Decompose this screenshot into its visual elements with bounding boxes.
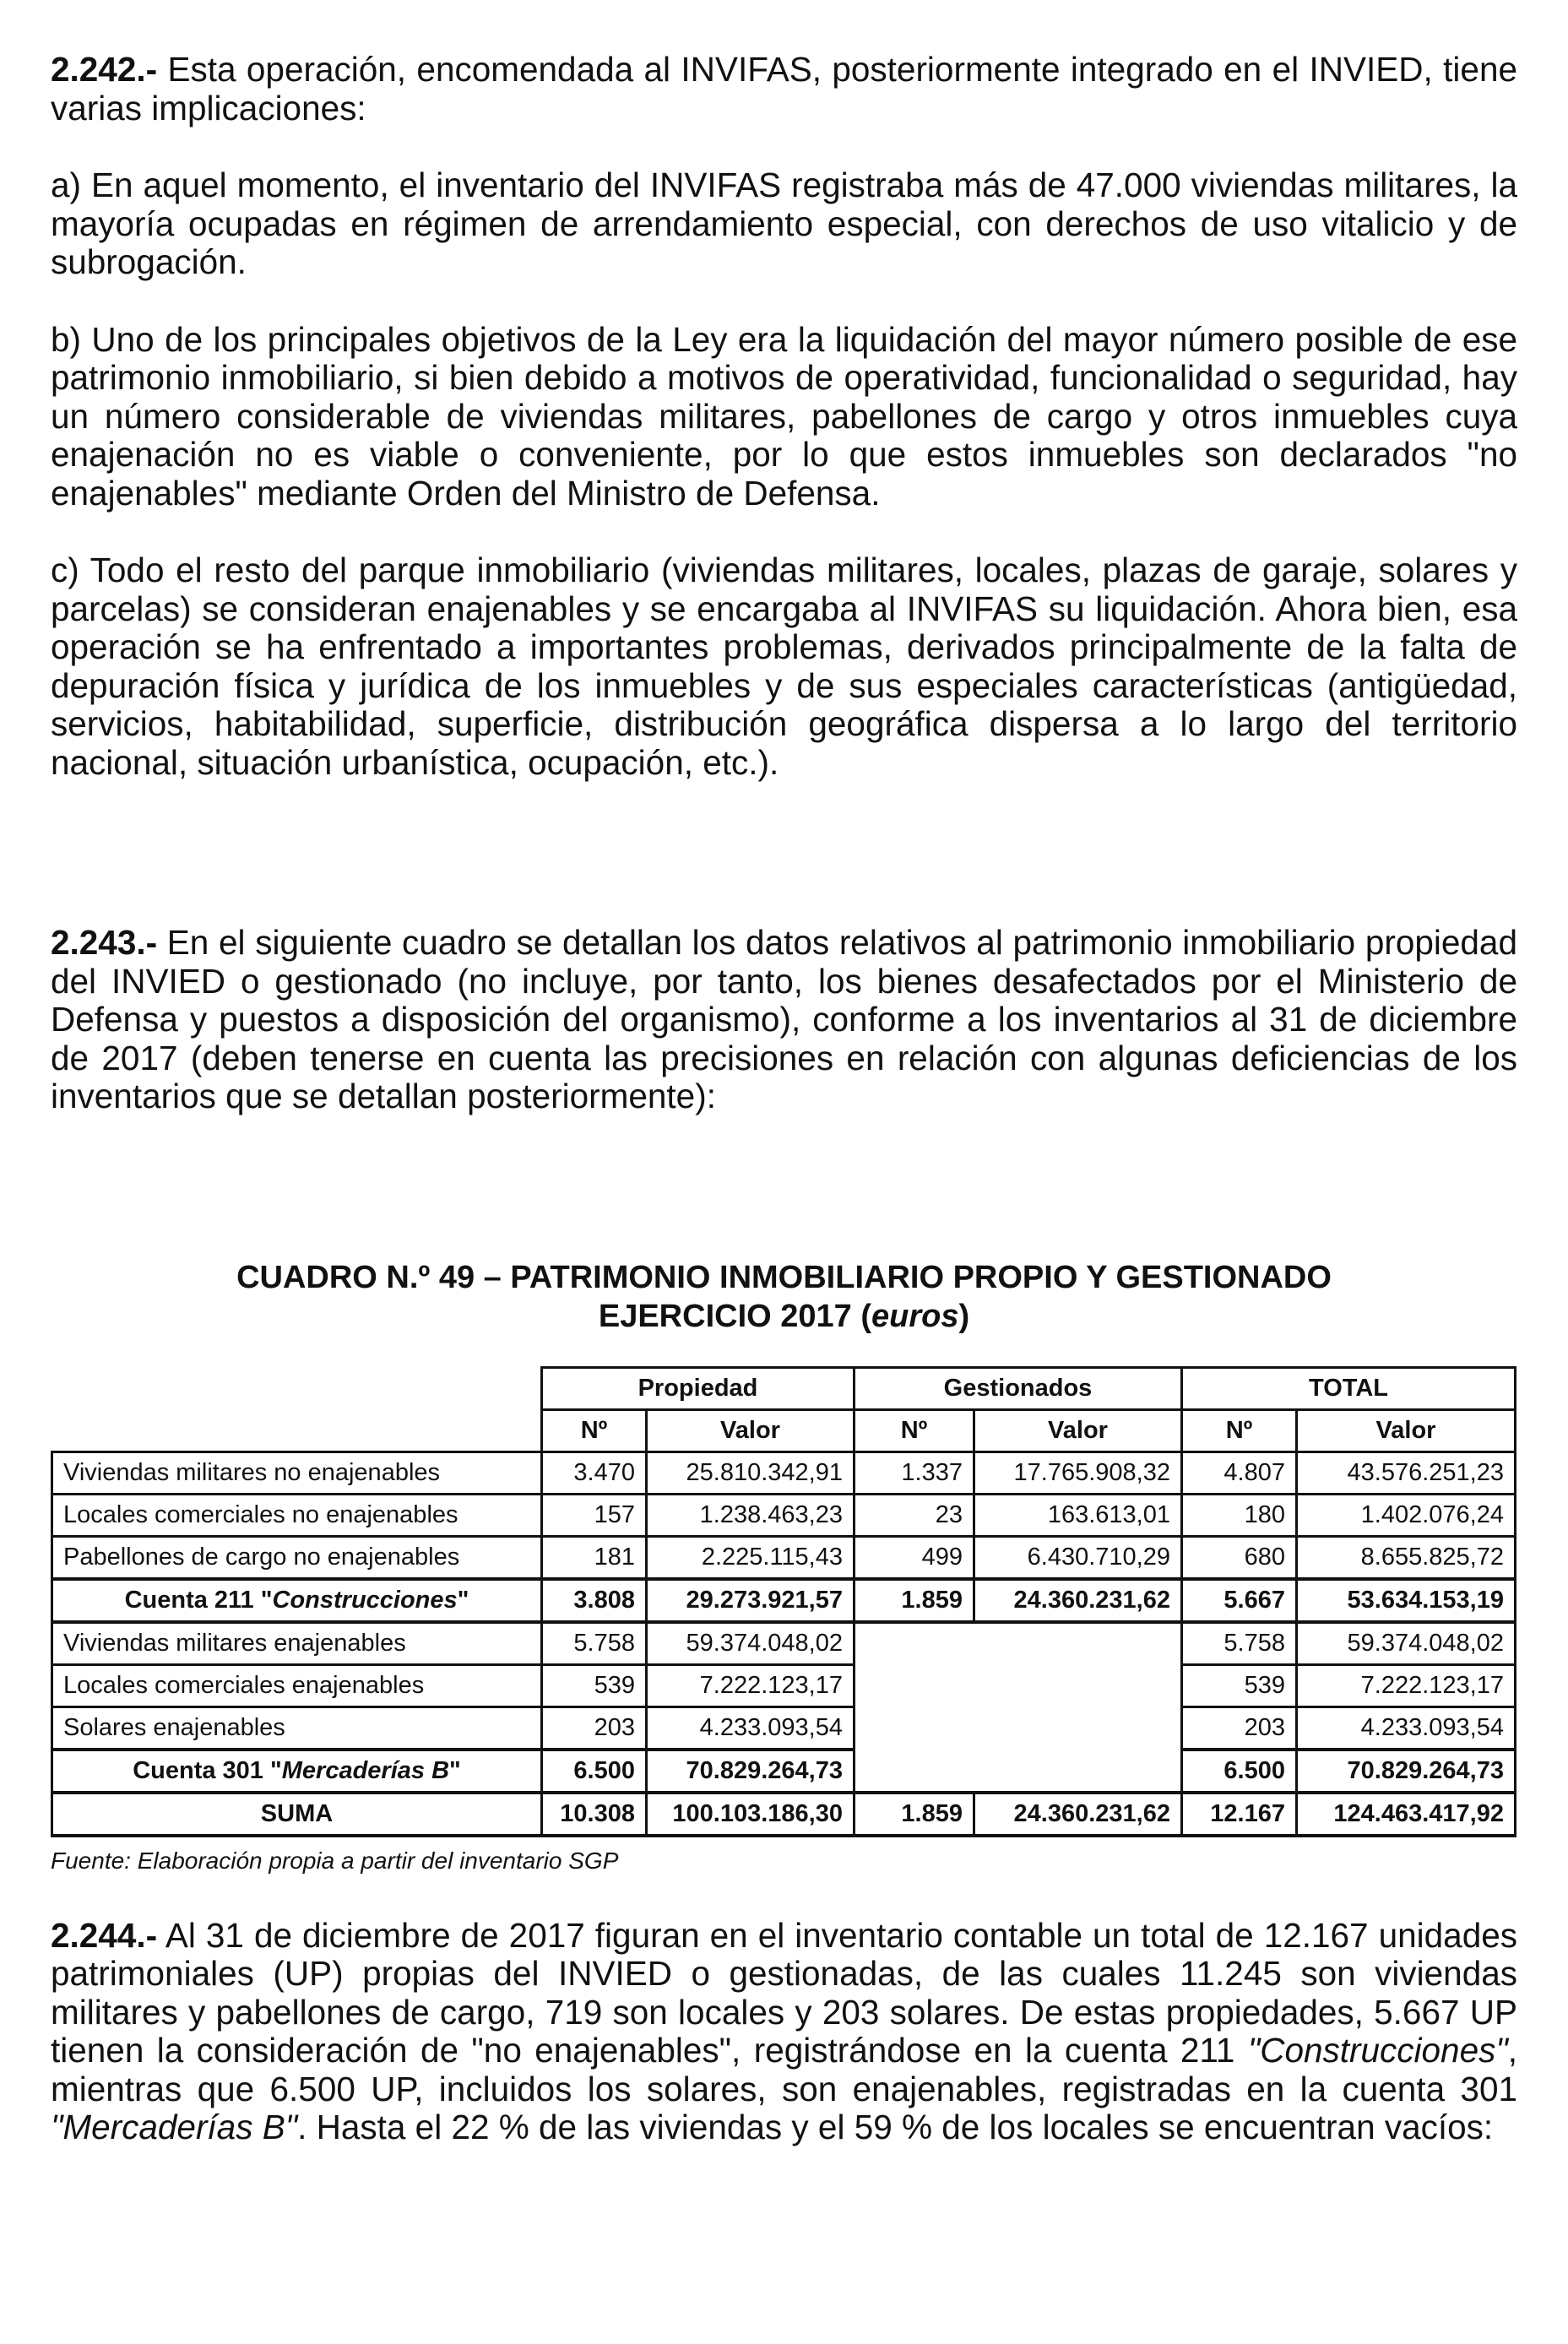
table-title-line-1: CUADRO N.º 49 – PATRIMONIO INMOBILIARIO PROPIO Y GESTIONADO	[236, 1259, 1332, 1295]
table-cell: 24.360.231,62	[974, 1579, 1182, 1622]
sub-header: Nº	[1182, 1409, 1297, 1451]
paragraph-number: 2.242.-	[51, 50, 158, 89]
account-name: "Mercaderías B"	[51, 2108, 298, 2146]
row-label: Locales comerciales enajenables	[52, 1664, 542, 1706]
account-name: "Construcciones"	[1247, 2031, 1508, 2070]
table-corner-blank	[52, 1367, 542, 1451]
paragraph-2-243	[51, 924, 1517, 1116]
sub-header: Valor	[974, 1409, 1182, 1451]
document-page	[51, 51, 1517, 2147]
table-cell: 4.807	[1182, 1451, 1297, 1494]
paragraph-text: Al 31 de diciembre de 2017 figuran en el inventario contable un total de 12.167 unidades patrimoniales (UP) propias del INVIED o gestionadas, de las cuales 11.245 son viviendas militares y pabellones de cargo, 719 son locales y 203 solares. De estas propiedades, 5.667 UP tienen la consideración de "no enajenables", registrándose en la cuenta 211	[51, 1915, 1517, 2070]
sub-header: Valor	[1297, 1409, 1516, 1451]
row-label: Viviendas militares enajenables	[52, 1622, 542, 1665]
paragraph-number: 2.243.-	[51, 923, 158, 962]
empty-gestionados-cell	[855, 1622, 1182, 1793]
table-cell: 6.500	[1182, 1750, 1297, 1793]
sub-header: Valor	[647, 1409, 855, 1451]
table-cell: 53.634.153,19	[1297, 1579, 1516, 1622]
table-cell: 4.233.093,54	[647, 1706, 855, 1750]
group-header-total: TOTAL	[1182, 1367, 1516, 1409]
paragraph-2-242-b: b) Uno de los principales objetivos de la Ley era la liquidación del mayor número posible de ese patrimonio inmobiliario, si bien debido a motivos de operatividad, funcionalidad o seguridad, hay un número considerable de viviendas militares, pabellones de cargo y otros inmuebles cuya enajenación no es viable o conveniente, por lo que estos inmuebles son declarados "no enajenables" mediante Orden del Ministro de Defensa.	[51, 319, 1517, 513]
row-label: Pabellones de cargo no enajenables	[52, 1536, 542, 1579]
table-cell: 181	[542, 1536, 647, 1579]
table-cell: 1.337	[855, 1451, 974, 1494]
row-label: Viviendas militares no enajenables	[52, 1451, 542, 1494]
table-cell: 10.308	[542, 1793, 647, 1836]
group-header-gestionados: Gestionados	[855, 1367, 1182, 1409]
table-cell: 1.859	[855, 1793, 974, 1836]
table-cell: 499	[855, 1536, 974, 1579]
table-cell: 6.430.710,29	[974, 1536, 1182, 1579]
patrimonio-table	[51, 1366, 1516, 1837]
row-label: Cuenta 211 "Construcciones"	[52, 1579, 542, 1622]
table-cell: 539	[542, 1664, 647, 1706]
table-group-header-row	[52, 1367, 1516, 1409]
table-row	[52, 1536, 1516, 1579]
table-source-note: Fuente: Elaboración propia a partir del inventario SGP	[51, 1847, 619, 1874]
table-cell: 23	[855, 1494, 974, 1536]
total-row-suma	[52, 1793, 1516, 1836]
table-cell: 1.859	[855, 1579, 974, 1622]
paragraph-2-242-c: c) Todo el resto del parque inmobiliario (viviendas militares, locales, plazas de garaje, solares y parcelas) se consideran enajenables y se encargaba al INVIFAS su liquidación. Ahora bien, esa operación se ha enfrentado a importantes problemas, derivados principalmente de la falta de depuración física y jurídica de los inmuebles y de sus especiales características (antigüedad, servicios, habitabilidad, superficie, distribución geográfica dispersa a lo largo del territorio nacional, situación urbanística, ocupación, etc.).	[51, 551, 1517, 782]
row-label: SUMA	[52, 1793, 542, 1836]
table-row	[52, 1664, 1516, 1706]
table-cell: 6.500	[542, 1750, 647, 1793]
table-cell: 5.667	[1182, 1579, 1297, 1622]
table-cell: 7.222.123,17	[1297, 1664, 1516, 1706]
sub-header: Nº	[855, 1409, 974, 1451]
table-title-line-2: EJERCICIO 2017 (euros)	[598, 1298, 970, 1334]
paragraph-text: En el siguiente cuadro se detallan los datos relativos al patrimonio inmobiliario propiedad del INVIED o gestionado (no incluye, por tanto, los bienes desafectados por el Ministerio de Defensa y puestos a disposición del organismo), conforme a los inventarios al 31 de diciembre de 2017 (deben tenerse en cuenta las precisiones en relación con algunas deficiencias de los inventarios que se detallan posteriormente):	[51, 923, 1517, 1115]
table-cell: 3.808	[542, 1579, 647, 1622]
table-cell: 180	[1182, 1494, 1297, 1536]
paragraph-2-242	[51, 51, 1517, 128]
paragraph-text: , mientras que 6.500 UP, incluidos los solares, son enajenables, registradas en la cuenta 301	[51, 2031, 1517, 2108]
table-cell: 3.470	[542, 1451, 647, 1494]
sub-header: Nº	[542, 1409, 647, 1451]
table-row	[52, 1494, 1516, 1536]
table-cell: 59.374.048,02	[647, 1622, 855, 1665]
paragraph-2-244	[51, 1917, 1517, 2147]
table-cell: 100.103.186,30	[647, 1793, 855, 1836]
table-cell: 5.758	[1182, 1622, 1297, 1665]
table-cell: 70.829.264,73	[647, 1750, 855, 1793]
subtotal-row-cuenta-301	[52, 1750, 1516, 1793]
table-cell: 163.613,01	[974, 1494, 1182, 1536]
subtotal-row-cuenta-211	[52, 1579, 1516, 1622]
row-label: Cuenta 301 "Mercaderías B"	[52, 1750, 542, 1793]
table-cell: 25.810.342,91	[647, 1451, 855, 1494]
paragraph-number: 2.244.-	[51, 1915, 158, 1955]
table-cell: 1.238.463,23	[647, 1494, 855, 1536]
table-cell: 59.374.048,02	[1297, 1622, 1516, 1665]
table-cell: 43.576.251,23	[1297, 1451, 1516, 1494]
table-cell: 4.233.093,54	[1297, 1706, 1516, 1750]
table-row	[52, 1622, 1516, 1665]
table-cell: 539	[1182, 1664, 1297, 1706]
row-label: Locales comerciales no enajenables	[52, 1494, 542, 1536]
table-row	[52, 1706, 1516, 1750]
table-cell: 203	[1182, 1706, 1297, 1750]
paragraph-2-242-a: a) En aquel momento, el inventario del INVIFAS registraba más de 47.000 viviendas militares, la mayoría ocupadas en régimen de arrendamiento especial, con derechos de uso vitalicio y de subrogación.	[51, 165, 1517, 281]
table-cell: 70.829.264,73	[1297, 1750, 1516, 1793]
table-cell: 17.765.908,32	[974, 1451, 1182, 1494]
table-cell: 157	[542, 1494, 647, 1536]
table-cell: 12.167	[1182, 1793, 1297, 1836]
table-cell: 7.222.123,17	[647, 1664, 855, 1706]
group-header-propiedad: Propiedad	[542, 1367, 855, 1409]
table-cell: 1.402.076,24	[1297, 1494, 1516, 1536]
paragraph-text: Esta operación, encomendada al INVIFAS, posteriormente integrado en el INVIED, tiene varias implicaciones:	[51, 50, 1517, 128]
table-cell: 203	[542, 1706, 647, 1750]
table-cell: 124.463.417,92	[1297, 1793, 1516, 1836]
table-row	[52, 1451, 1516, 1494]
table-title	[51, 1258, 1517, 1336]
paragraph-text: . Hasta el 22 % de las viviendas y el 59 % de los locales se encuentran vacíos:	[297, 2108, 1494, 2146]
table-cell: 29.273.921,57	[647, 1579, 855, 1622]
row-label: Solares enajenables	[52, 1706, 542, 1750]
table-cell: 8.655.825,72	[1297, 1536, 1516, 1579]
table-cell: 680	[1182, 1536, 1297, 1579]
table-cell: 5.758	[542, 1622, 647, 1665]
table-cell: 2.225.115,43	[647, 1536, 855, 1579]
table-cell: 24.360.231,62	[974, 1793, 1182, 1836]
